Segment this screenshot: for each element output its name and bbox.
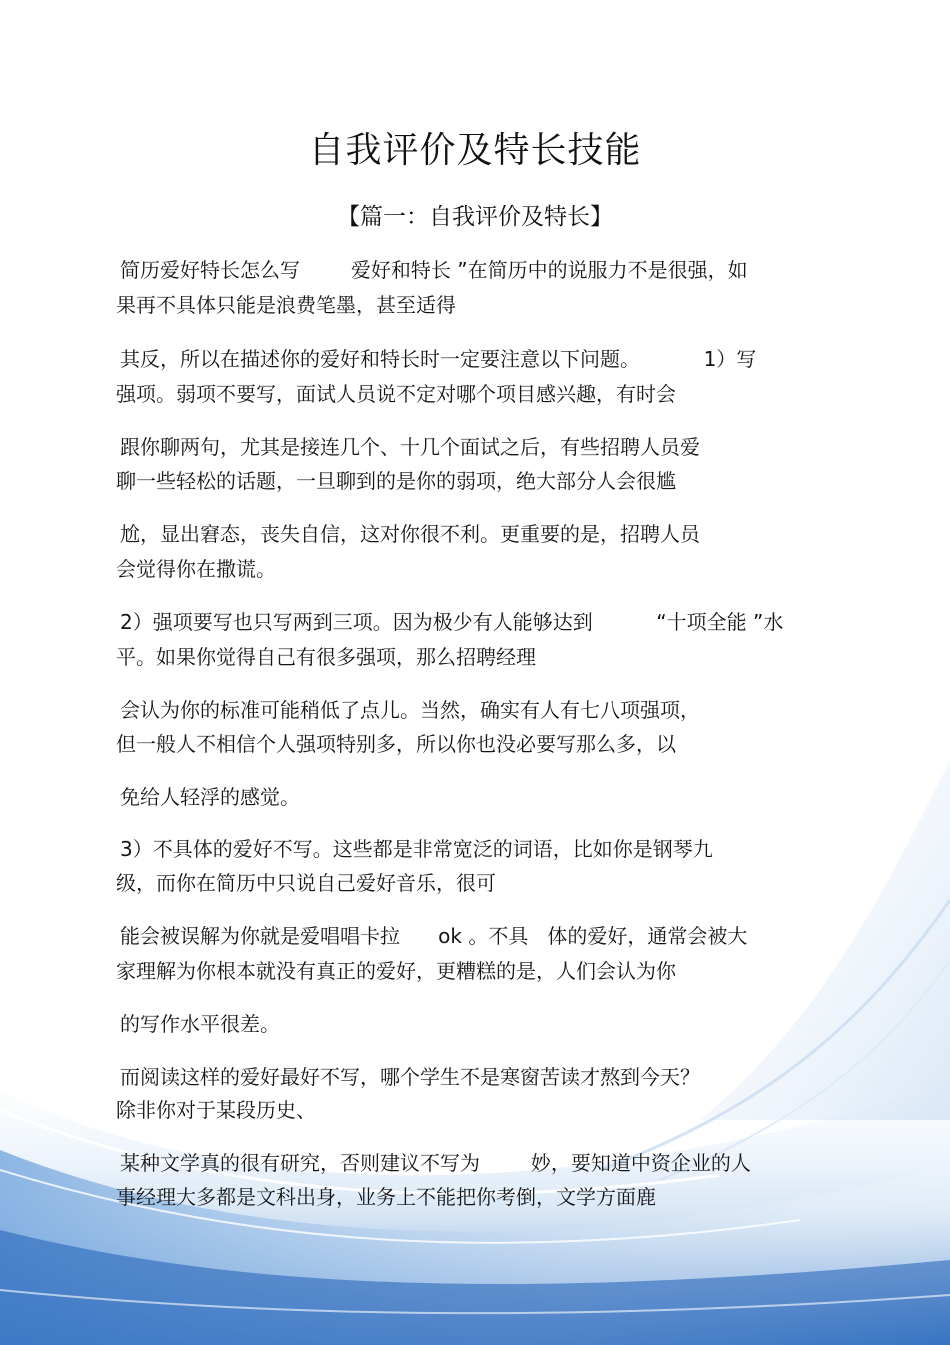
paragraph-line: 免给人轻浮的感觉。: [120, 785, 300, 809]
paragraph-line: 强项。弱项不要写，面试人员说不定对哪个项目感兴趣，有时会: [116, 382, 676, 406]
paragraph-line: 2）强项要写也只写两到三项。因为极少有人能够达到 “十项全能 ”水: [120, 610, 784, 634]
paragraph-line: 尬，显出窘态，丧失自信，这对你很不利。更重要的是，招聘人员: [120, 522, 700, 546]
paragraph-line: 能会被误解为你就是爱唱唱卡拉 ok 。不具 体的爱好，通常会被大: [120, 924, 748, 948]
paragraph-line: 简历爱好特长怎么写 爱好和特长 ”在简历中的说服力不是很强，如: [120, 258, 748, 282]
paragraph-line: 家理解为你根本就没有真正的爱好，更糟糕的是，人们会认为你: [116, 959, 676, 983]
paragraph-line: 跟你聊两句，尤其是接连几个、十几个面试之后，有些招聘人员爱: [120, 435, 700, 459]
section-heading: 【篇一：自我评价及特长】: [337, 204, 613, 230]
paragraph-line: 事经理大多都是文科出身，业务上不能把你考倒，文学方面鹿: [116, 1185, 656, 1209]
paragraph-line: 某种文学真的很有研究，否则建议不写为 妙，要知道中资企业的人: [120, 1151, 751, 1175]
paragraph-line: 平。如果你觉得自己有很多强项，那么招聘经理: [116, 645, 536, 669]
paragraph-line: 聊一些轻松的话题，一旦聊到的是你的弱项，绝大部分人会很尴: [116, 469, 676, 493]
paragraph-line: 果再不具体只能是浪费笔墨，甚至适得: [116, 293, 456, 317]
paragraph-line: 会觉得你在撒谎。: [116, 557, 276, 581]
document-title: 自我评价及特长技能: [308, 130, 642, 171]
paragraph-line: 而阅读这样的爱好最好不写，哪个学生不是寒窗苦读才熬到今天？: [120, 1065, 700, 1089]
paragraph-line: 除非你对于某段历史、: [116, 1098, 316, 1122]
paragraph-line: 会认为你的标准可能稍低了点儿。当然，确实有人有七八项强项，: [120, 698, 700, 722]
paragraph-line: 其反，所以在描述你的爱好和特长时一定要注意以下问题。 1）写: [120, 347, 757, 371]
paragraph-line: 级，而你在简历中只说自己爱好音乐，很可: [116, 871, 496, 895]
paragraph-line: 但一般人不相信个人强项特别多，所以你也没必要写那么多，以: [116, 732, 676, 756]
paragraph-line: 3）不具体的爱好不写。这些都是非常宽泛的词语，比如你是钢琴九: [120, 837, 713, 861]
paragraph-line: 的写作水平很差。: [120, 1012, 280, 1036]
